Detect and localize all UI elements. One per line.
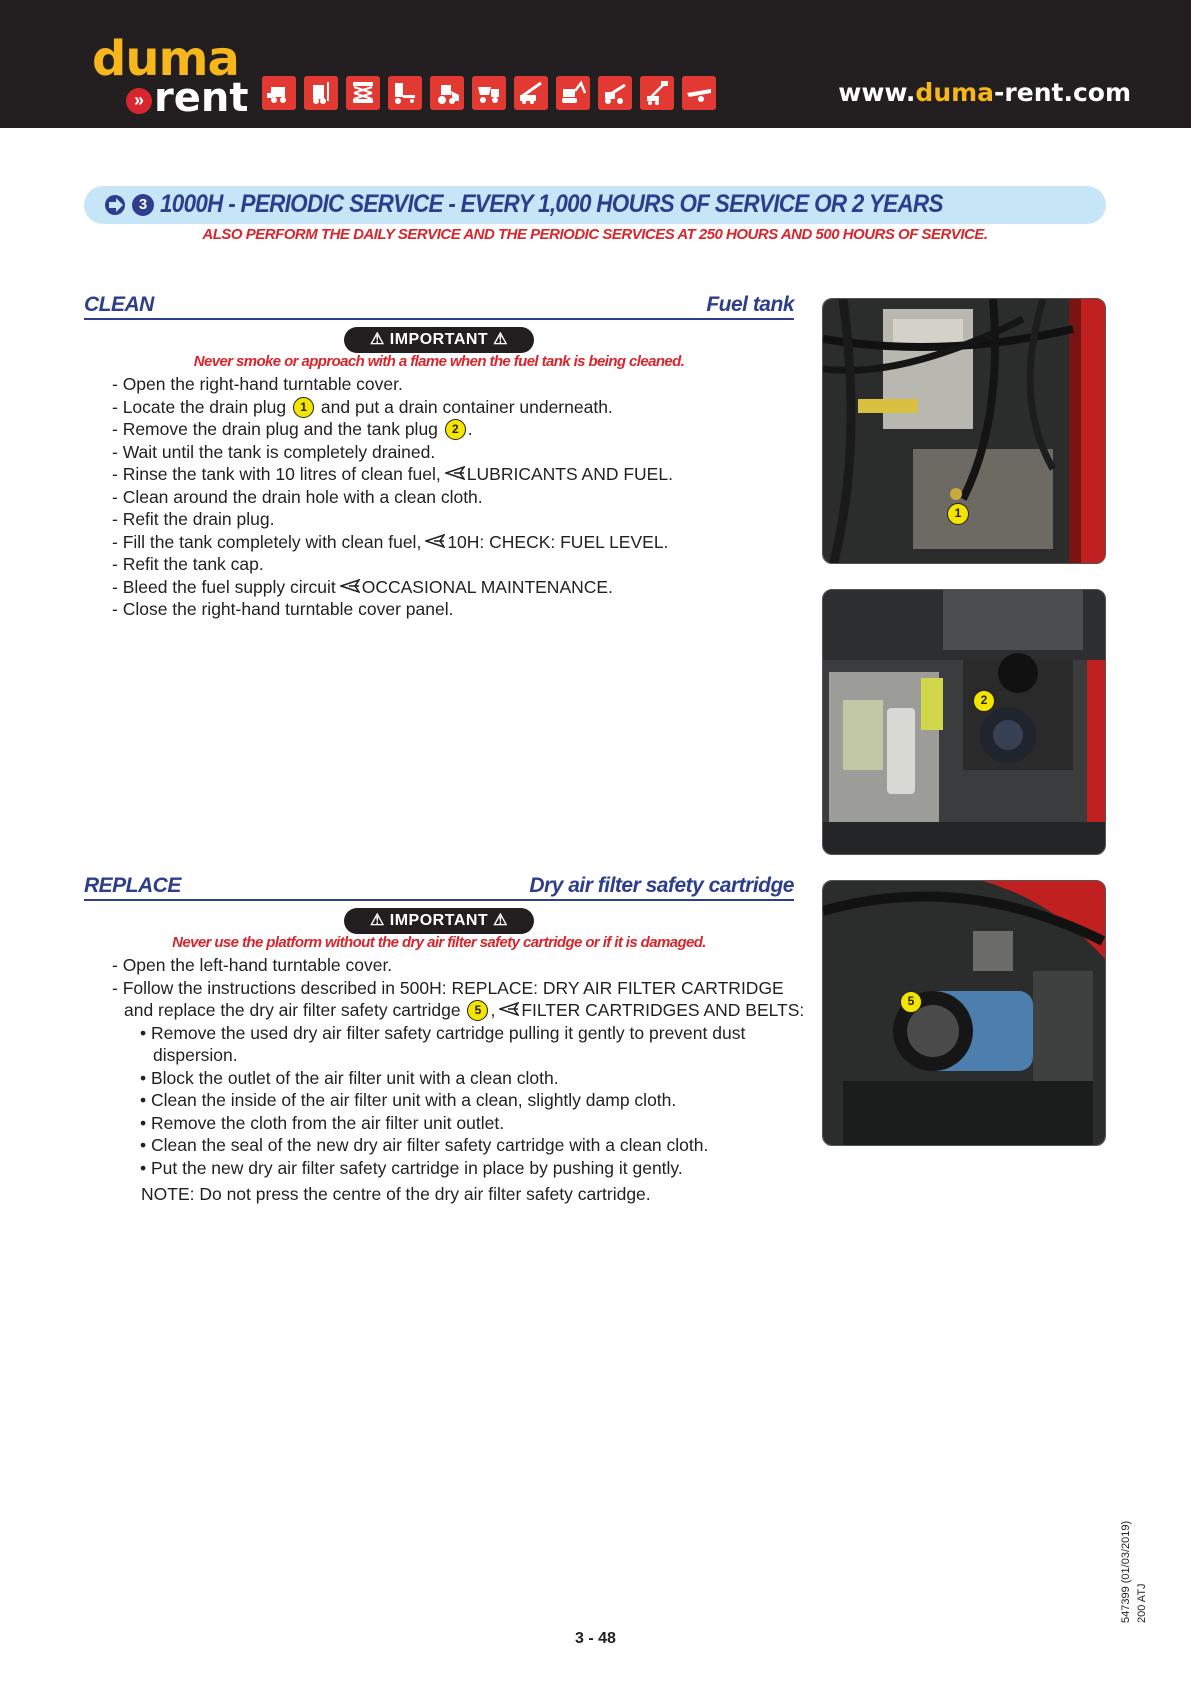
- logo-word-rent: rent: [154, 75, 249, 121]
- warning-triangle-icon: ⚠: [369, 331, 385, 348]
- note-text: NOTE: Do not press the centre of the dry air filter safety cartridge.: [141, 1184, 651, 1204]
- list-item: - Open the right-hand turntable cover.: [112, 374, 403, 394]
- air-filter-illustration: [823, 881, 1106, 1146]
- warning-triangle-icon: ⚠: [493, 912, 508, 929]
- list-item: • Remove the used dry air filter safety cartridge pulling it gently to prevent dust: [140, 1022, 746, 1043]
- list-item: • Block the outlet of the air filter unit with a clean cloth.: [140, 1067, 559, 1088]
- website-prefix: www.: [838, 78, 916, 107]
- duma-rent-logo[interactable]: [92, 31, 249, 121]
- callout-badge: 5: [467, 1000, 488, 1021]
- pallet-truck-icon: [388, 76, 422, 110]
- list-item-continuation: dispersion.: [153, 1045, 238, 1065]
- website-accent: duma: [915, 78, 995, 107]
- crane-icon: [514, 76, 548, 110]
- warning-triangle-icon: ⚠: [493, 331, 508, 348]
- list-item: • Clean the seal of the new dry air filter safety cartridge with a clean cloth.: [140, 1135, 709, 1155]
- engine-bay-illustration: [823, 299, 1106, 564]
- important-badge: [344, 908, 534, 934]
- service-number-badge: 3: [132, 194, 154, 216]
- fuel-tank-drain-plug-photo: [822, 298, 1106, 564]
- turntable-illustration: [823, 590, 1106, 855]
- replace-component-label: Dry air filter safety cartridge: [529, 874, 794, 897]
- callout-badge: 1: [293, 397, 314, 418]
- callout-badge: 1: [947, 503, 969, 525]
- list-item: - Wait until the tank is completely drained.: [112, 441, 436, 462]
- reference-arrow-icon: [445, 466, 465, 480]
- list-item: - Remove the drain plug and the tank plug 2 .: [112, 419, 473, 439]
- clean-section-header: [84, 286, 794, 320]
- replace-action-label: REPLACE: [84, 874, 181, 897]
- page-number: 3 - 48: [575, 1630, 616, 1647]
- clean-action-label: CLEAN: [84, 293, 154, 316]
- list-item: - Follow the instructions described in 500H: REPLACE: DRY AIR FILTER CARTRIDGE: [112, 977, 784, 998]
- important-badge: [344, 327, 534, 353]
- list-item: - Open the left-hand turntable cover.: [112, 955, 393, 975]
- list-item: - Close the right-hand turntable cover panel.: [112, 599, 454, 619]
- model-label: 200 ATJ: [1136, 1583, 1148, 1623]
- trailer-icon: [682, 76, 716, 110]
- logo-arrows-icon: »: [126, 88, 152, 114]
- list-item: - Locate the drain plug 1 and put a drain container underneath.: [112, 396, 613, 417]
- excavator-icon: [556, 76, 590, 110]
- section-title: 1000H - PERIODIC SERVICE - EVERY 1,000 HOURS OF SERVICE OR 2 YEARS: [160, 190, 943, 218]
- list-item: - Fill the tank completely with clean fuel, 10H: CHECK: FUEL LEVEL.: [112, 531, 669, 552]
- list-item: - Refit the drain plug.: [112, 509, 275, 529]
- forklift-icon: [304, 76, 338, 110]
- replace-warning-text: Never use the platform without the dry air filter safety cartridge or if it is damaged.: [172, 934, 706, 951]
- telehandler-icon: [598, 76, 632, 110]
- website-suffix: -rent.com: [994, 78, 1131, 107]
- list-item: • Clean the inside of the air filter unit with a clean, slightly damp cloth.: [140, 1090, 677, 1110]
- important-label: IMPORTANT: [389, 331, 489, 348]
- section-banner: [84, 186, 1106, 224]
- callout-badge: 2: [973, 690, 995, 712]
- list-item: and replace the dry air filter safety cartridge 5 , FILTER CARTRIDGES AND BELTS:: [124, 1000, 805, 1020]
- reference-arrow-icon: [340, 579, 360, 593]
- wheel-loader-icon: [430, 76, 464, 110]
- website-link[interactable]: [838, 78, 1131, 107]
- list-item: - Clean around the drain hole with a clean cloth.: [112, 486, 483, 507]
- replace-steps-list: [112, 954, 805, 1206]
- air-filter-cartridge-photo: [822, 880, 1106, 1146]
- list-item: - Rinse the tank with 10 litres of clean fuel, LUBRICANTS AND FUEL.: [112, 464, 673, 484]
- clean-steps-list: [112, 373, 802, 621]
- list-item: - Bleed the fuel supply circuit OCCASIONAL MAINTENANCE.: [112, 576, 613, 597]
- callout-badge: 2: [445, 419, 466, 440]
- list-item: • Remove the cloth from the air filter unit outlet.: [140, 1112, 505, 1133]
- clean-component-label: Fuel tank: [706, 293, 794, 316]
- important-label: IMPORTANT: [389, 912, 489, 929]
- logo-word-duma: duma: [92, 31, 239, 87]
- callout-badge: 5: [900, 991, 922, 1013]
- doc-ref-number: 547399 (01/03/2019): [1120, 1520, 1132, 1623]
- reference-arrow-icon: [425, 534, 445, 548]
- list-item: • Put the new dry air filter safety cartridge in place by pushing it gently.: [140, 1157, 683, 1178]
- scissor-lift-icon: [346, 76, 380, 110]
- boom-lift-icon: [640, 76, 674, 110]
- replace-section-header: [84, 867, 794, 901]
- clean-warning-text: Never smoke or approach with a flame when the fuel tank is being cleaned.: [193, 353, 685, 370]
- reference-arrow-icon: [499, 1002, 519, 1016]
- document-reference: [1112, 1505, 1160, 1623]
- section-subtitle: ALSO PERFORM THE DAILY SERVICE AND THE PERIODIC SERVICES AT 250 HOURS AND 500 HOURS OF SERVICE.: [202, 226, 988, 243]
- skid-steer-loader-icon: [262, 76, 296, 110]
- fuel-tank-plug-photo: [822, 589, 1106, 855]
- arrow-right-icon: [104, 194, 128, 216]
- list-item: - Refit the tank cap.: [112, 554, 264, 574]
- page-header: [0, 0, 1191, 128]
- machine-icons-strip: [262, 76, 716, 112]
- mini-dumper-icon: [472, 76, 506, 110]
- warning-triangle-icon: ⚠: [369, 912, 385, 929]
